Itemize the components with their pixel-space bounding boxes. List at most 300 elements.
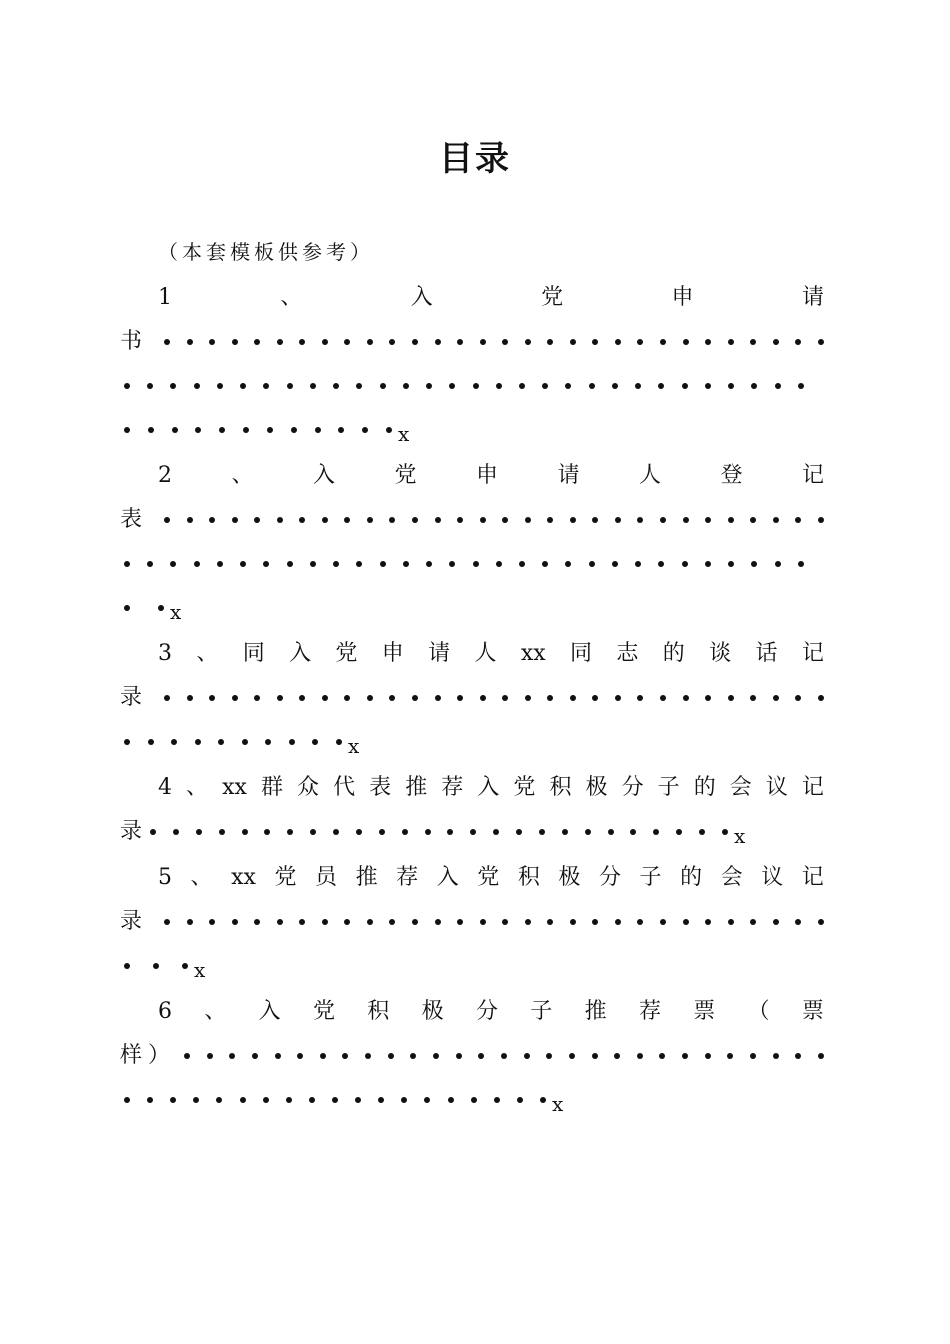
toc-entry-4[interactable] bbox=[120, 766, 824, 854]
leader-dot bbox=[336, 739, 342, 745]
leader-dot bbox=[240, 561, 246, 567]
leader-dot bbox=[332, 1097, 338, 1103]
toc-entry-5[interactable] bbox=[120, 856, 824, 988]
toc-char: 样） bbox=[120, 1043, 177, 1068]
leader-dot bbox=[209, 695, 215, 701]
leader-dot bbox=[310, 383, 316, 389]
toc-char: 推 bbox=[584, 999, 607, 1024]
leader-dot bbox=[589, 561, 595, 567]
leader-dot bbox=[750, 1053, 756, 1059]
leader-dot bbox=[264, 829, 270, 835]
leader-dot bbox=[635, 383, 641, 389]
toc-char: 极 bbox=[558, 865, 581, 890]
leader-dot bbox=[775, 383, 781, 389]
leader-dot bbox=[612, 383, 618, 389]
leader-dot bbox=[705, 1053, 711, 1059]
leader-dot bbox=[124, 605, 130, 611]
toc-char: 3 bbox=[158, 641, 172, 666]
leader-dot bbox=[798, 561, 804, 567]
toc-char: 志 bbox=[616, 641, 639, 666]
leader-dot bbox=[412, 695, 418, 701]
leader-dot bbox=[457, 919, 463, 925]
leader-dot bbox=[496, 383, 502, 389]
leader-dot bbox=[683, 339, 689, 345]
leader-dot bbox=[750, 517, 756, 523]
leader-dot bbox=[660, 919, 666, 925]
leader-dot bbox=[449, 383, 455, 389]
leader-dot bbox=[699, 829, 705, 835]
leader-dot bbox=[570, 695, 576, 701]
leader-dot bbox=[682, 561, 688, 567]
leader-dot bbox=[153, 963, 159, 969]
toc-leader-line bbox=[120, 586, 824, 630]
leader-dot bbox=[608, 829, 614, 835]
leader-dot bbox=[252, 1053, 258, 1059]
leader-dot bbox=[448, 1097, 454, 1103]
leader-dot bbox=[818, 695, 824, 701]
toc-char: 谈 bbox=[709, 641, 732, 666]
leader-dot bbox=[124, 383, 130, 389]
leader-dot bbox=[219, 829, 225, 835]
leader-dot bbox=[750, 919, 756, 925]
toc-char: 、 bbox=[190, 865, 213, 890]
leader-dot bbox=[232, 695, 238, 701]
leader-dot bbox=[637, 695, 643, 701]
toc-char: 记 bbox=[801, 775, 824, 800]
leader-dot bbox=[356, 561, 362, 567]
leader-dot bbox=[525, 695, 531, 701]
leader-dot bbox=[232, 919, 238, 925]
leader-dot bbox=[525, 339, 531, 345]
leader-dot bbox=[389, 339, 395, 345]
leader-dot bbox=[277, 919, 283, 925]
leader-dot bbox=[242, 829, 248, 835]
leader-dot bbox=[798, 383, 804, 389]
leader-dot bbox=[124, 739, 130, 745]
leader-dot bbox=[299, 339, 305, 345]
leader-dot bbox=[367, 695, 373, 701]
leader-dot bbox=[216, 1097, 222, 1103]
leader-dot bbox=[516, 829, 522, 835]
leader-dot bbox=[630, 829, 636, 835]
leader-dot bbox=[299, 695, 305, 701]
leader-dot bbox=[592, 919, 598, 925]
toc-char: 积 bbox=[367, 999, 390, 1024]
leader-dot bbox=[457, 517, 463, 523]
leader-dot bbox=[309, 1097, 315, 1103]
leader-dot bbox=[263, 1097, 269, 1103]
leader-dot bbox=[219, 427, 225, 433]
leader-dot bbox=[277, 339, 283, 345]
leader-dot bbox=[480, 517, 486, 523]
leader-dot bbox=[728, 517, 734, 523]
leader-dot bbox=[124, 427, 130, 433]
page-number: x bbox=[552, 1092, 564, 1116]
toc-leader-line bbox=[120, 542, 824, 586]
leader-dot bbox=[750, 339, 756, 345]
leader-dot bbox=[637, 517, 643, 523]
dot-leader bbox=[120, 542, 824, 586]
leader-dot bbox=[389, 695, 395, 701]
leader-dot bbox=[480, 919, 486, 925]
leader-dot bbox=[635, 561, 641, 567]
toc-char: 4 bbox=[158, 775, 172, 800]
leader-dot bbox=[333, 383, 339, 389]
leader-dot bbox=[367, 517, 373, 523]
toc-leader-line bbox=[120, 810, 824, 854]
leader-dot bbox=[570, 919, 576, 925]
leader-dot bbox=[207, 1053, 213, 1059]
leader-dot bbox=[592, 517, 598, 523]
toc-char: 子 bbox=[530, 999, 553, 1024]
leader-dot bbox=[170, 561, 176, 567]
toc-char: 申 bbox=[671, 285, 694, 310]
toc-char: 子 bbox=[657, 775, 680, 800]
leader-dot bbox=[367, 919, 373, 925]
leader-dot bbox=[365, 1053, 371, 1059]
leader-dot bbox=[315, 427, 321, 433]
leader-dot bbox=[565, 561, 571, 567]
toc-leader-line bbox=[120, 944, 824, 988]
leader-dot bbox=[542, 383, 548, 389]
leader-dot bbox=[525, 517, 531, 523]
leader-dot bbox=[728, 695, 734, 701]
leader-dot bbox=[232, 517, 238, 523]
leader-dot bbox=[547, 339, 553, 345]
leader-dot bbox=[217, 561, 223, 567]
dot-leader bbox=[164, 498, 824, 542]
toc-char: 党 bbox=[312, 999, 335, 1024]
leader-dot bbox=[659, 1053, 665, 1059]
leader-dot bbox=[209, 919, 215, 925]
dot-leader bbox=[164, 320, 824, 364]
leader-dot bbox=[187, 695, 193, 701]
leader-dot bbox=[287, 829, 293, 835]
leader-dot bbox=[275, 1053, 281, 1059]
leader-dot bbox=[367, 339, 373, 345]
toc-char: 录 bbox=[120, 819, 143, 844]
dot-leader bbox=[120, 586, 164, 630]
leader-dot bbox=[501, 1053, 507, 1059]
leader-dot bbox=[412, 919, 418, 925]
leader-dot bbox=[386, 427, 392, 433]
leader-dot bbox=[728, 561, 734, 567]
leader-dot bbox=[683, 517, 689, 523]
leader-dot bbox=[728, 383, 734, 389]
dot-leader bbox=[120, 408, 392, 452]
toc-char: 党 bbox=[513, 775, 536, 800]
leader-dot bbox=[818, 339, 824, 345]
leader-dot bbox=[435, 339, 441, 345]
leader-dot bbox=[525, 919, 531, 925]
leader-dot bbox=[585, 829, 591, 835]
toc-char: 分 bbox=[475, 999, 498, 1024]
leader-dot bbox=[164, 339, 170, 345]
toc-char: 荐 bbox=[441, 775, 464, 800]
leader-dot bbox=[412, 339, 418, 345]
toc-char: 众 bbox=[297, 775, 320, 800]
leader-dot bbox=[287, 561, 293, 567]
leader-dot bbox=[355, 1097, 361, 1103]
leader-dot bbox=[424, 1097, 430, 1103]
leader-dot bbox=[379, 829, 385, 835]
leader-dot bbox=[637, 339, 643, 345]
leader-dot bbox=[338, 427, 344, 433]
toc-char: 、 bbox=[186, 775, 209, 800]
leader-dot bbox=[705, 339, 711, 345]
leader-dot bbox=[658, 383, 664, 389]
leader-dot bbox=[480, 339, 486, 345]
toc-char: 请 bbox=[801, 285, 824, 310]
toc-char: 议 bbox=[765, 775, 788, 800]
leader-dot bbox=[589, 383, 595, 389]
toc-char: 、 bbox=[231, 463, 254, 488]
toc-char: 记 bbox=[801, 865, 824, 890]
dot-leader bbox=[150, 810, 728, 854]
toc-entry-title-line bbox=[120, 276, 824, 320]
toc-leader-line bbox=[120, 498, 824, 542]
leader-dot bbox=[795, 517, 801, 523]
leader-dot bbox=[170, 383, 176, 389]
leader-dot bbox=[310, 561, 316, 567]
dot-leader bbox=[164, 900, 824, 944]
leader-dot bbox=[403, 383, 409, 389]
leader-dot bbox=[539, 829, 545, 835]
leader-dot bbox=[254, 339, 260, 345]
leader-dot bbox=[775, 561, 781, 567]
toc-char: 表 bbox=[369, 775, 392, 800]
dot-leader bbox=[120, 720, 342, 764]
toc-entry-1[interactable] bbox=[120, 276, 824, 452]
leader-dot bbox=[229, 1053, 235, 1059]
leader-dot bbox=[287, 383, 293, 389]
leader-dot bbox=[209, 339, 215, 345]
leader-dot bbox=[456, 1053, 462, 1059]
leader-dot bbox=[519, 383, 525, 389]
leader-dot bbox=[164, 517, 170, 523]
leader-dot bbox=[773, 339, 779, 345]
page-number: x bbox=[194, 958, 206, 982]
toc-char: 的 bbox=[693, 775, 716, 800]
leader-dot bbox=[569, 1053, 575, 1059]
leader-dot bbox=[658, 561, 664, 567]
leader-dot bbox=[322, 919, 328, 925]
leader-dot bbox=[267, 427, 273, 433]
page-title: 目录 bbox=[439, 139, 511, 179]
leader-dot bbox=[615, 339, 621, 345]
toc-char: 人 bbox=[638, 463, 661, 488]
toc-char: 6 bbox=[158, 999, 172, 1024]
toc-char: 记 bbox=[801, 641, 824, 666]
toc-char: 入 bbox=[410, 285, 433, 310]
leader-dot bbox=[592, 695, 598, 701]
toc-char: xx bbox=[231, 865, 256, 890]
toc-char: 5 bbox=[158, 865, 172, 890]
toc-entry-6[interactable] bbox=[120, 990, 824, 1122]
leader-dot bbox=[773, 919, 779, 925]
leader-dot bbox=[164, 695, 170, 701]
toc-entry-2[interactable] bbox=[120, 454, 824, 630]
leader-dot bbox=[435, 695, 441, 701]
leader-dot bbox=[164, 919, 170, 925]
leader-dot bbox=[592, 339, 598, 345]
leader-dot bbox=[615, 517, 621, 523]
leader-dot bbox=[265, 739, 271, 745]
toc-char: 人 bbox=[474, 641, 497, 666]
leader-dot bbox=[562, 829, 568, 835]
leader-dot bbox=[124, 1097, 130, 1103]
leader-dot bbox=[433, 1053, 439, 1059]
leader-dot bbox=[344, 517, 350, 523]
dot-leader bbox=[120, 364, 824, 408]
leader-dot bbox=[682, 383, 688, 389]
leader-dot bbox=[240, 383, 246, 389]
toc-char: xx bbox=[222, 775, 247, 800]
leader-dot bbox=[344, 339, 350, 345]
leader-dot bbox=[322, 695, 328, 701]
toc-leader-line bbox=[120, 676, 824, 720]
leader-dot bbox=[728, 919, 734, 925]
leader-dot bbox=[426, 383, 432, 389]
leader-dot bbox=[795, 339, 801, 345]
leader-dot bbox=[795, 919, 801, 925]
toc-leader-line bbox=[120, 1078, 824, 1122]
leader-dot bbox=[389, 517, 395, 523]
leader-dot bbox=[457, 695, 463, 701]
leader-dot bbox=[173, 829, 179, 835]
leader-dot bbox=[312, 739, 318, 745]
leader-dot bbox=[750, 695, 756, 701]
leader-dot bbox=[457, 339, 463, 345]
toc-entry-title-line bbox=[120, 766, 824, 810]
toc-char: 申 bbox=[475, 463, 498, 488]
toc-char: 群 bbox=[260, 775, 283, 800]
leader-dot bbox=[291, 427, 297, 433]
leader-dot bbox=[435, 919, 441, 925]
leader-dot bbox=[209, 517, 215, 523]
leader-dot bbox=[818, 1053, 824, 1059]
leader-dot bbox=[217, 383, 223, 389]
leader-dot bbox=[297, 1053, 303, 1059]
leader-dot bbox=[172, 427, 178, 433]
toc-char: 积 bbox=[549, 775, 572, 800]
toc-char: （ bbox=[747, 999, 770, 1024]
toc-entry-title-line bbox=[120, 632, 824, 676]
leader-dot bbox=[676, 829, 682, 835]
leader-dot bbox=[547, 695, 553, 701]
leader-dot bbox=[478, 1053, 484, 1059]
leader-dot bbox=[344, 919, 350, 925]
toc-char: 票 bbox=[693, 999, 716, 1024]
leader-dot bbox=[773, 695, 779, 701]
toc-char: 票 bbox=[801, 999, 824, 1024]
page-number: x bbox=[348, 734, 360, 758]
toc-char: 党 bbox=[335, 641, 358, 666]
toc-char: 推 bbox=[405, 775, 428, 800]
leader-dot bbox=[426, 561, 432, 567]
leader-dot bbox=[242, 739, 248, 745]
leader-dot bbox=[124, 963, 130, 969]
leader-dot bbox=[615, 695, 621, 701]
leader-dot bbox=[705, 517, 711, 523]
leader-dot bbox=[542, 561, 548, 567]
toc-char: 子 bbox=[639, 865, 662, 890]
leader-dot bbox=[299, 919, 305, 925]
toc-char: 党 bbox=[477, 865, 500, 890]
toc-entry-3[interactable] bbox=[120, 632, 824, 764]
leader-dot bbox=[773, 1053, 779, 1059]
leader-dot bbox=[322, 339, 328, 345]
leader-dot bbox=[705, 383, 711, 389]
leader-dot bbox=[502, 919, 508, 925]
leader-dot bbox=[473, 383, 479, 389]
leader-dot bbox=[401, 1097, 407, 1103]
toc-char: 党 bbox=[394, 463, 417, 488]
leader-dot bbox=[470, 829, 476, 835]
leader-dot bbox=[705, 561, 711, 567]
toc-char: 推 bbox=[355, 865, 378, 890]
toc-char: 入 bbox=[312, 463, 335, 488]
leader-dot bbox=[410, 1053, 416, 1059]
leader-dot bbox=[502, 695, 508, 701]
toc-char: 入 bbox=[477, 775, 500, 800]
toc-leader-line bbox=[120, 408, 824, 452]
leader-dot bbox=[471, 1097, 477, 1103]
leader-dot bbox=[425, 829, 431, 835]
toc-char: 请 bbox=[428, 641, 451, 666]
toc-char: 分 bbox=[621, 775, 644, 800]
leader-dot bbox=[254, 695, 260, 701]
leader-dot bbox=[388, 1053, 394, 1059]
leader-dot bbox=[333, 829, 339, 835]
leader-dot bbox=[728, 339, 734, 345]
leader-dot bbox=[540, 1097, 546, 1103]
leader-dot bbox=[403, 561, 409, 567]
toc-char: 会 bbox=[729, 775, 752, 800]
toc-char: 代 bbox=[333, 775, 356, 800]
toc-char: 分 bbox=[598, 865, 621, 890]
leader-dot bbox=[243, 427, 249, 433]
toc-char: 员 bbox=[315, 865, 338, 890]
leader-dot bbox=[187, 517, 193, 523]
leader-dot bbox=[299, 517, 305, 523]
leader-dot bbox=[519, 561, 525, 567]
leader-dot bbox=[310, 829, 316, 835]
toc-char: 入 bbox=[289, 641, 312, 666]
leader-dot bbox=[517, 1097, 523, 1103]
toc-char: 2 bbox=[158, 463, 172, 488]
leader-dot bbox=[378, 1097, 384, 1103]
toc-char: 、 bbox=[204, 999, 227, 1024]
leader-dot bbox=[473, 561, 479, 567]
leader-dot bbox=[124, 561, 130, 567]
leader-dot bbox=[705, 695, 711, 701]
leader-dot bbox=[614, 1053, 620, 1059]
toc-char: 议 bbox=[761, 865, 784, 890]
leader-dot bbox=[637, 1053, 643, 1059]
dot-leader bbox=[120, 1078, 546, 1122]
leader-dot bbox=[502, 339, 508, 345]
leader-dot bbox=[653, 829, 659, 835]
toc-char: 、 bbox=[196, 641, 219, 666]
toc-char: 入 bbox=[436, 865, 459, 890]
leader-dot bbox=[196, 829, 202, 835]
dot-leader bbox=[120, 944, 188, 988]
toc-char: 同 bbox=[242, 641, 265, 666]
leader-dot bbox=[277, 517, 283, 523]
leader-dot bbox=[194, 561, 200, 567]
leader-dot bbox=[480, 695, 486, 701]
